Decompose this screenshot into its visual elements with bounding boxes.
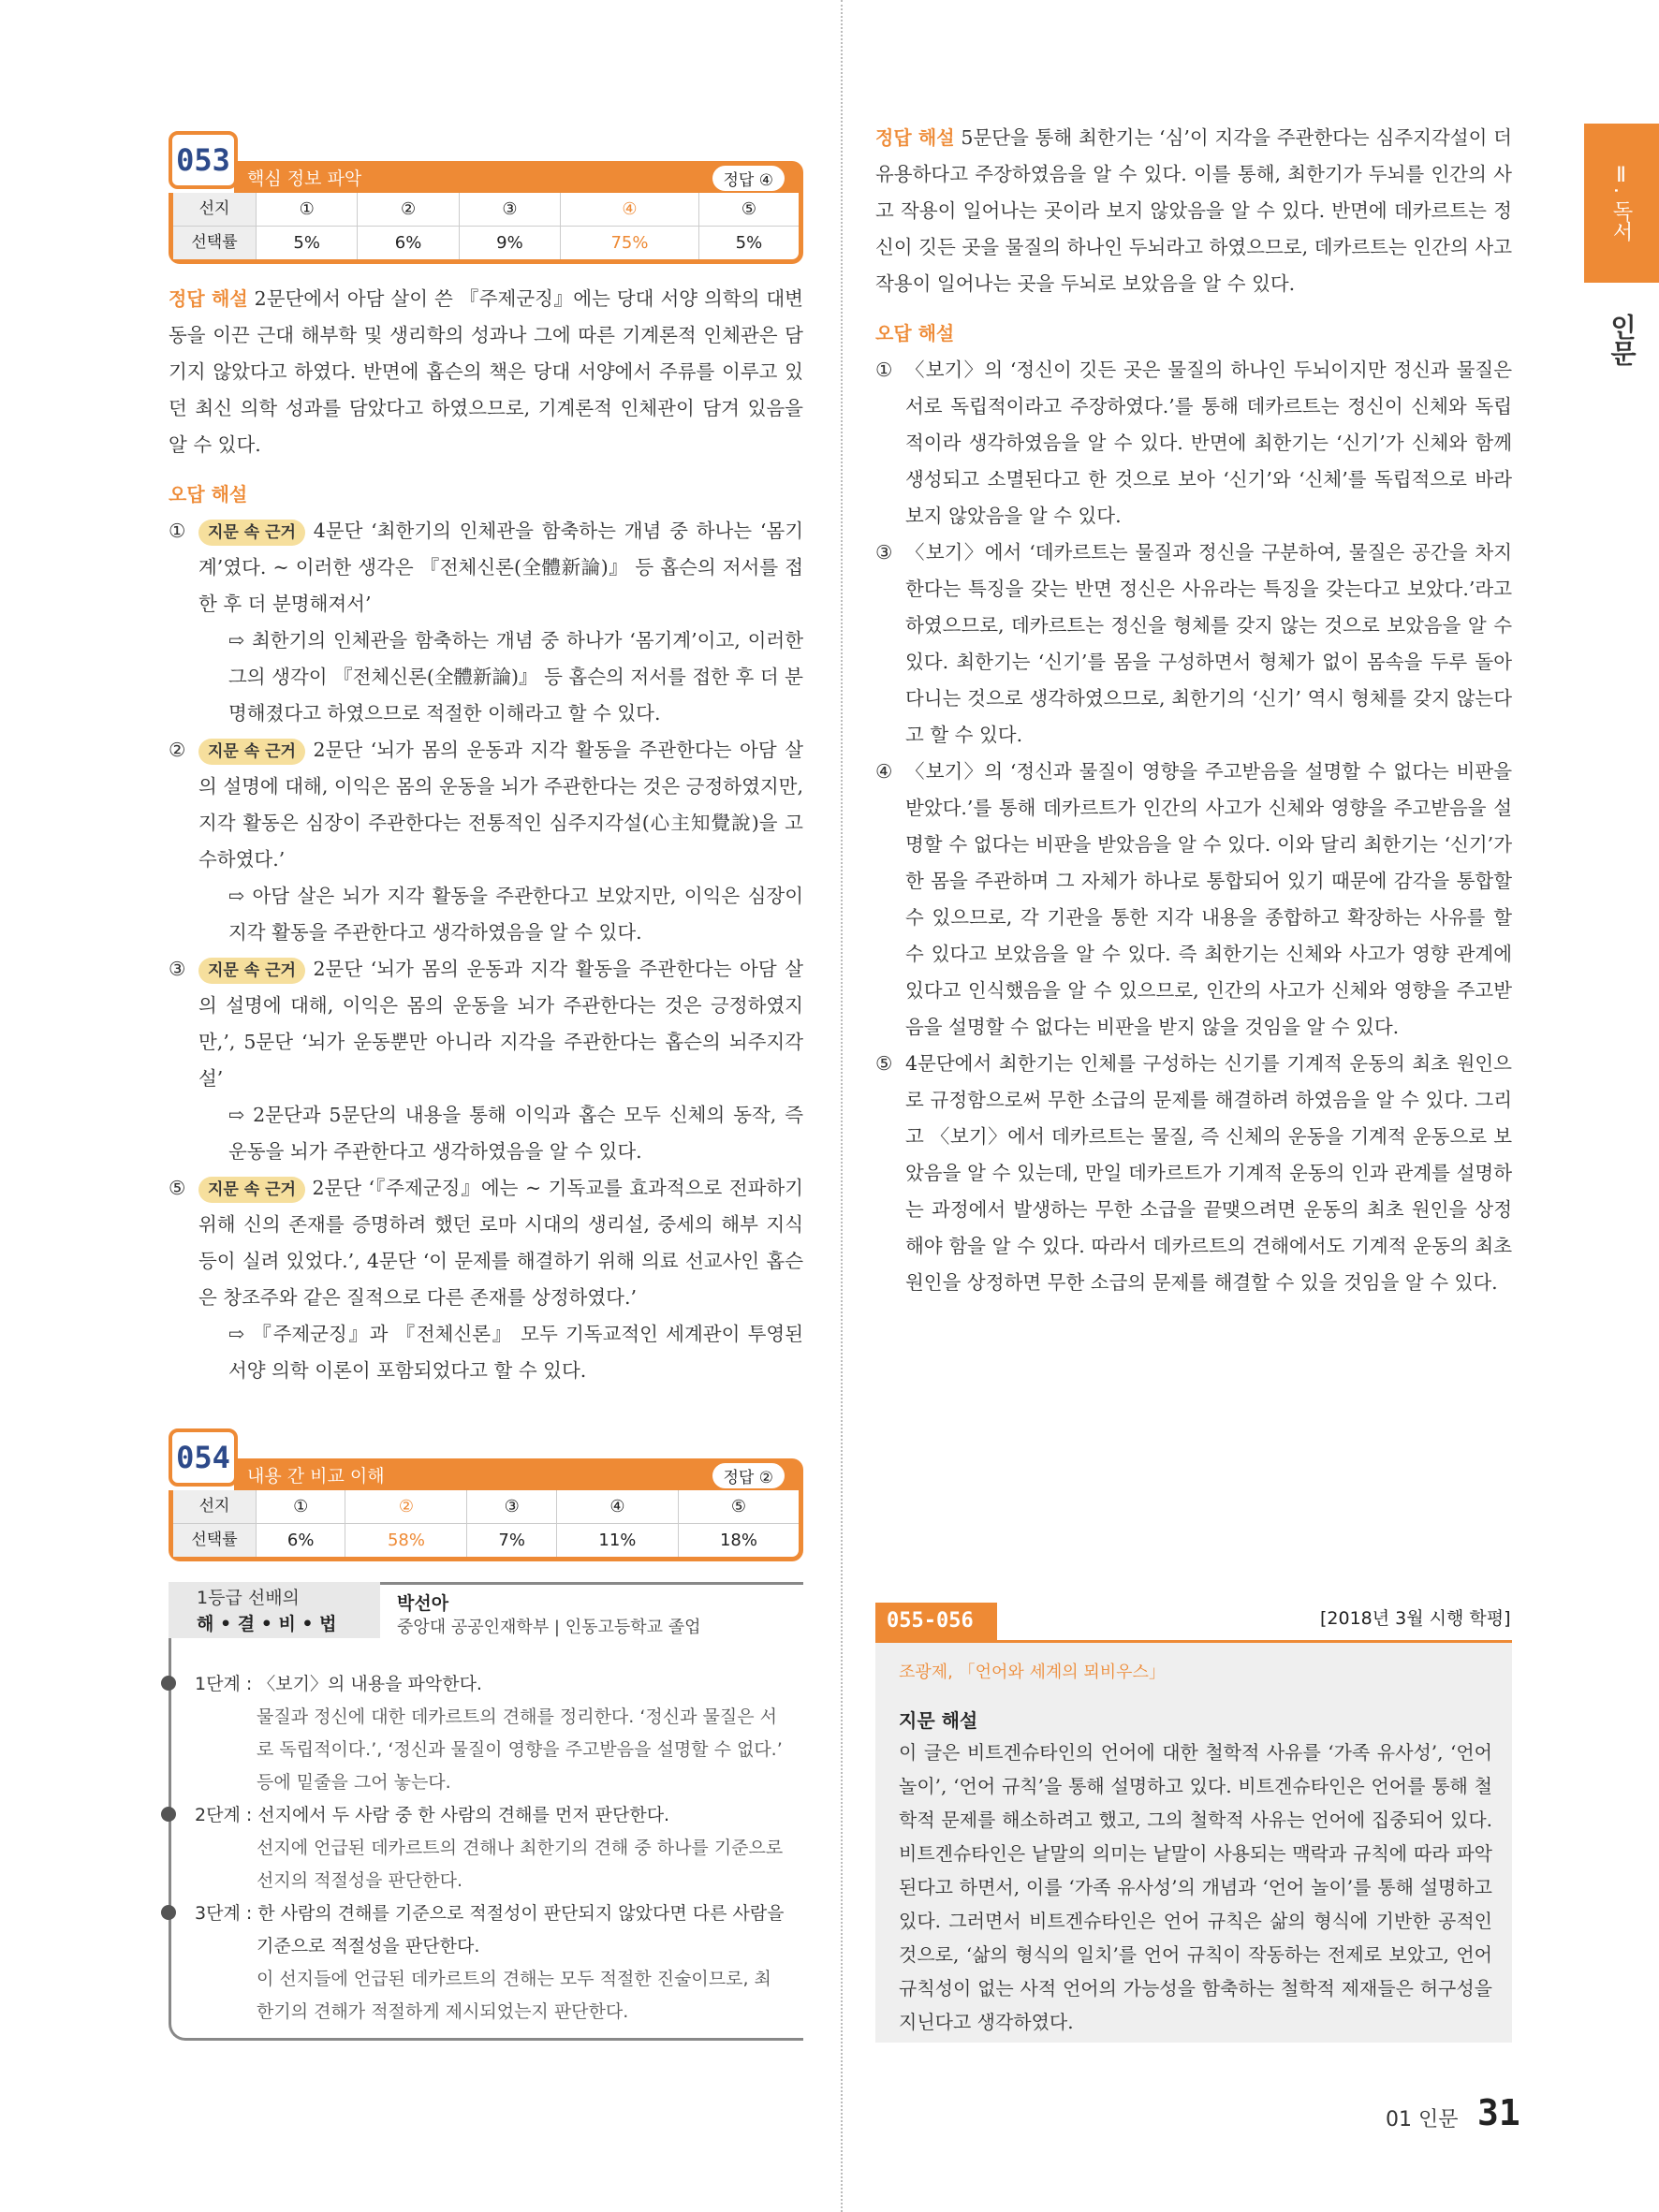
question-053-number: 053 [169, 131, 238, 189]
item-text: 4문단 ‘최한기의 인체관을 함축하는 개념 중 하나는 ‘몸기계’였다. ~ 이러한 생각은 『전체신론(全體新論)』 등 홉슨의 저서를 접한 후 더 분명해져서’ [198, 520, 803, 615]
evidence-tag: 지문 속 근거 [198, 739, 305, 765]
item-sub: ⇨ 『주제군징』과 『전체신론』 모두 기독교적인 세계관이 투영된 서양 의학 이론이 포함되었다고 할 수 있다. [228, 1323, 803, 1382]
item-sub: ⇨ 2문단과 5문단의 내용을 통해 이익과 홉슨 모두 신체의 동작, 즉 운동을 뇌가 주관한다고 생각하였음을 알 수 있다. [228, 1104, 803, 1163]
item-text: 4문단에서 최한기는 인체를 구성하는 신기를 기계적 운동의 최초 원인으로 규정함으로써 무한 소급의 문제를 해결하려 하였음을 알 수 있다. 그리고 〈보기〉에서 데카르트는 물질, 즉 신체의 운동을 기계적 운동으로 보았음을 알 수 있는데, 만일 데카르트가 기계적 운동의 인과 관계를 설명하는 과정에서 발생하는 무한 소급을 끝맺으려면 운동의 최초 원인을 상정해야 함을 알 수 있다. 따라서 데카르트의 견해에서도 기계적 운동의 최초 원인을 상정하면 무한 소급의 문제를 해결할 수 있을 것임을 알 수 있다. [905, 1052, 1512, 1294]
step-bullet-icon [161, 1676, 176, 1691]
question-055-056-label: 055-056 [875, 1603, 997, 1640]
stats-row-label: 선지 [173, 193, 257, 227]
tip-step [195, 1668, 786, 1799]
question-054-answer: 정답 ② [712, 1463, 785, 1488]
choice-cell: ② [358, 193, 459, 227]
tip-header-line1: 1등급 선배의 [197, 1588, 300, 1608]
choice-cell: ⑤ [678, 1490, 799, 1524]
step-bullet-icon [161, 1905, 176, 1920]
rate-cell-correct: 75% [561, 227, 699, 260]
rate-cell: 5% [698, 227, 799, 260]
item-text: 〈보기〉의 ‘정신과 물질이 영향을 주고받음을 설명할 수 없다는 비판을 받았다.’를 통해 데카르트가 인간의 사고가 신체와 영향을 주고받음을 설명할 수 없다는 비판을 받았음을 알 수 있다. 이와 달리 최한기는 ‘신기’가 한 몸을 주관하며 그 자체가 하나로 통합되어 있기 때문에 감각을 통합할 수 있으므로, 각 기관을 통한 지각 내용을 종합하고 확장하는 사유를 할 수 있다고 보았음을 알 수 있다. 즉 최한기는 신체와 사고가 영향 관계에 있다고 인식했음을 알 수 있으므로, 인간의 사고가 신체와 영향을 주고받음을 설명할 수 없다는 비판을 받지 않을 것임을 알 수 있다. [905, 760, 1512, 1038]
stats-row-label: 선택률 [173, 227, 257, 260]
passage-heading: 지문 해설 [899, 1709, 978, 1732]
rate-cell: 5% [257, 227, 358, 260]
rate-cell: 11% [556, 1524, 678, 1558]
item-text: 〈보기〉의 ‘정신이 깃든 곳은 물질의 하나인 두뇌이지만 정신과 물질은 서로 독립적이라고 주장하였다.’를 통해 데카르트는 정신이 신체와 독립적이라 생각하였음을 알 수 있다. 반면에 최한기는 ‘신기’가 신체와 함께 생성되고 소멸된다고 한 것으로 보아 ‘신기’와 ‘신체’를 독립적으로 바라보지 않았음을 알 수 있다. [905, 359, 1512, 527]
evidence-tag: 지문 속 근거 [198, 520, 305, 546]
item-mark: ⑤ [875, 1052, 893, 1075]
rate-cell: 7% [467, 1524, 556, 1558]
wrong-item [169, 1170, 803, 1389]
tip-steps [195, 1668, 786, 2029]
item-text: 2문단 ‘뇌가 몸의 운동과 지각 활동을 주관한다는 아담 살의 설명에 대해, 이익은 몸의 운동을 뇌가 주관한다는 것은 긍정하였지만,’, 5문단 ‘뇌가 운동뿐만 아니라 지각을 주관한다는 홉슨의 뇌주지각설’ [198, 958, 803, 1090]
choice-cell-correct: ② [345, 1490, 467, 1524]
tip-step [195, 1799, 786, 1897]
question-054-number: 054 [169, 1428, 238, 1487]
stats-row-label: 선지 [173, 1490, 257, 1524]
question-054-stats [169, 1490, 803, 1561]
correct-explanation-label: 정답 해설 [875, 126, 955, 149]
evidence-tag: 지문 속 근거 [198, 958, 305, 984]
correct-explanation-text: 2문단에서 아담 살이 쓴 『주제군징』에는 당대 서양 의학의 대변동을 이끈 근대 해부학 및 생리학의 성과나 그에 따른 기계론적 인체관은 담기지 않았다고 하였다. 반면에 홉슨의 책은 당대 서양에서 주류를 이루고 있던 최신 의학 성과를 담았다고 하였으므로, 기계론적 인체관이 담겨 있음을 알 수 있다. [169, 287, 803, 456]
step-bullet-icon [161, 1807, 176, 1822]
item-text: 2문단 ‘뇌가 몸의 운동과 지각 활동을 주관한다는 아담 살의 설명에 대해, 이익은 몸의 운동을 뇌가 주관한다는 것은 긍정하였지만, 지각 활동은 심장이 주관한다는 전통적인 심주지각설(心主知覺說)을 고수하였다.’ [198, 739, 803, 871]
step-label: 2단계 : [195, 1805, 253, 1825]
item-mark: ② [169, 739, 186, 761]
chapter-tab-label: Ⅱ. 독서 [1609, 164, 1633, 242]
tip-top-rule [380, 1582, 803, 1585]
item-text: 2문단 ‘『주제군징』에는 ~ 기독교를 효과적으로 전파하기 위해 신의 존재를 증명하려 했던 로마 시대의 생리설, 중세의 해부 지식 등이 실려 있었다.’, 4문단 ‘이 문제를 해결하기 위해 의료 선교사인 홉슨은 창조주와 같은 질적으로 다른 존재를 상정하였다.’ [198, 1177, 803, 1309]
passage-box-rule [875, 1640, 1512, 1643]
item-text: 〈보기〉에서 ‘데카르트는 물질과 정신을 구분하여, 물질은 공간을 차지한다는 특징을 갖는 반면 정신은 사유라는 특징을 갖는다고 보았다.’라고 하였으므로, 데카르트는 정신을 형체를 갖지 않는 것으로 보았음을 알 수 있다. 최한기는 ‘신기’를 몸을 구성하면서 형체가 없이 몸속을 두루 돌아다니는 것으로 생각하였으므로, 최한기의 ‘신기’ 역시 형체를 갖지 않는다고 할 수 있다. [905, 541, 1512, 746]
senior-tip-box [169, 1582, 803, 2041]
correct-explanation-label: 정답 해설 [169, 287, 248, 310]
rate-cell: 9% [459, 227, 560, 260]
page-number: 31 [1477, 2092, 1520, 2133]
choice-cell: ④ [556, 1490, 678, 1524]
wrong-item [169, 951, 803, 1170]
item-mark: ⑤ [169, 1177, 186, 1199]
correct-explanation-text: 5문단을 통해 최한기는 ‘심’이 지각을 주관한다는 심주지각설이 더 유용하다고 주장하였음을 알 수 있다. 이를 통해, 최한기가 두뇌를 인간의 사고 작용이 일어나는 곳이라 보지 않았음을 알 수 있다. 반면에 데카르트는 정신이 깃든 곳을 물질의 하나인 두뇌라고 하였으므로, 데카르트는 인간의 사고 작용이 일어나는 곳을 두뇌로 보았음을 알 수 있다. [875, 126, 1512, 295]
stats-row-label: 선택률 [173, 1524, 257, 1558]
item-mark: ④ [875, 760, 893, 783]
left-explanation [169, 281, 803, 1389]
question-053-box [169, 142, 803, 264]
choice-cell: ① [257, 193, 358, 227]
tip-header-line2: 해 • 결 • 비 • 법 [197, 1614, 337, 1634]
rate-cell-correct: 58% [345, 1524, 467, 1558]
question-054-title: 내용 간 비교 이해 [247, 1466, 385, 1487]
exam-source: [2018년 3월 시행 학평] [1320, 1608, 1511, 1629]
choice-cell: ③ [459, 193, 560, 227]
item-mark: ① [875, 359, 893, 381]
step-title: 〈보기〉의 내용을 파악한다. [257, 1674, 482, 1694]
item-sub: ⇨ 최한기의 인체관을 함축하는 개념 중 하나가 ‘몸기계’이고, 이러한 그의 생각이 『전체신론(全體新論)』 등 홉슨의 저서를 접한 후 더 분명해졌다고 하였으므로 적절한 이해라고 할 수 있다. [228, 629, 803, 725]
wrong-item [875, 535, 1512, 754]
step-label: 3단계 : [195, 1903, 253, 1924]
tip-author-name: 박선아 [397, 1593, 449, 1614]
rate-cell: 18% [678, 1524, 799, 1558]
passage-summary: 이 글은 비트겐슈타인의 언어에 대한 철학적 사유를 ‘가족 유사성’, ‘언어 놀이’, ‘언어 규칙’을 통해 설명하고 있다. 비트겐슈타인은 언어를 통해 철학적 문제를 해소하려고 했고, 그의 철학적 사유는 언어에 집중되어 있다. 비트겐슈타인은 낱말의 의미는 낱말이 사용되는 맥락과 규칙에 따라 파악된다고 하면서, 이를 ‘가족 유사성’의 개념과 ‘언어 놀이’를 통해 설명하고 있다. 그러면서 비트겐슈타인은 언어 규칙은 삶의 형식에 기반한 공적인 것으로, ‘삶의 형식의 일치’를 언어 규칙이 작동하는 전제로 보았고, 언어 규칙성이 없는 사적 언어의 가능성을 함축하는 철학적 제재들은 허구성을 지닌다고 생각하였다. [899, 1741, 1492, 2033]
passage-source: 조광제, 「언어와 세계의 뫼비우스」 [899, 1663, 1166, 1682]
evidence-tag: 지문 속 근거 [198, 1177, 305, 1203]
step-title: 선지에서 두 사람 중 한 사람의 견해를 먼저 판단한다. [257, 1805, 670, 1825]
step-body: 이 선지들에 언급된 데카르트의 견해는 모두 적절한 진술이므로, 최한기의 견해가 적절하게 제시되었는지 판단한다. [257, 1969, 771, 2022]
wrong-item [875, 352, 1512, 535]
wrong-item [169, 732, 803, 951]
wrong-explanation-label: 오답 해설 [169, 483, 248, 505]
question-053-answer: 정답 ④ [712, 166, 785, 191]
item-mark: ③ [875, 541, 893, 564]
choice-cell-correct: ④ [561, 193, 699, 227]
choice-cell: ① [257, 1490, 345, 1524]
step-label: 1단계 : [195, 1674, 253, 1694]
right-explanation [875, 120, 1512, 1301]
wrong-item [875, 754, 1512, 1046]
step-title: 한 사람의 견해를 기준으로 적절성이 판단되지 않았다면 다른 사람을 기준으로 적절성을 판단한다. [257, 1903, 785, 1956]
wrong-item [169, 513, 803, 732]
question-054-box [169, 1440, 803, 1561]
column-divider [841, 0, 843, 2212]
step-body: 물질과 정신에 대한 데카르트의 견해를 정리한다. ‘정신과 물질은 서로 독립적이다.’, ‘정신과 물질이 영향을 주고받음을 설명할 수 없다.’ 등에 밑줄을 그어 놓는다. [257, 1707, 783, 1793]
question-053-stats [169, 193, 803, 264]
item-mark: ③ [169, 958, 186, 980]
wrong-item [875, 1046, 1512, 1301]
step-body: 선지에 언급된 데카르트의 견해나 최한기의 견해 중 하나를 기준으로 선지의 적절성을 판단한다. [257, 1838, 784, 1891]
choice-cell: ⑤ [698, 193, 799, 227]
item-sub: ⇨ 아담 살은 뇌가 지각 활동을 주관한다고 보았지만, 이익은 심장이 지각 활동을 주관한다고 생각하였음을 알 수 있다. [228, 885, 803, 944]
section-label: 인문 [1607, 314, 1637, 366]
question-053-title: 핵심 정보 파악 [247, 168, 362, 189]
wrong-explanation-label: 오답 해설 [875, 322, 955, 344]
tip-author-school: 중앙대 공공인재학부 | 인동고등학교 졸업 [397, 1618, 701, 1637]
rate-cell: 6% [358, 227, 459, 260]
tip-step [195, 1897, 786, 2029]
item-mark: ① [169, 520, 186, 542]
rate-cell: 6% [257, 1524, 345, 1558]
footer-section: 01 인문 [1386, 2108, 1459, 2131]
choice-cell: ③ [467, 1490, 556, 1524]
